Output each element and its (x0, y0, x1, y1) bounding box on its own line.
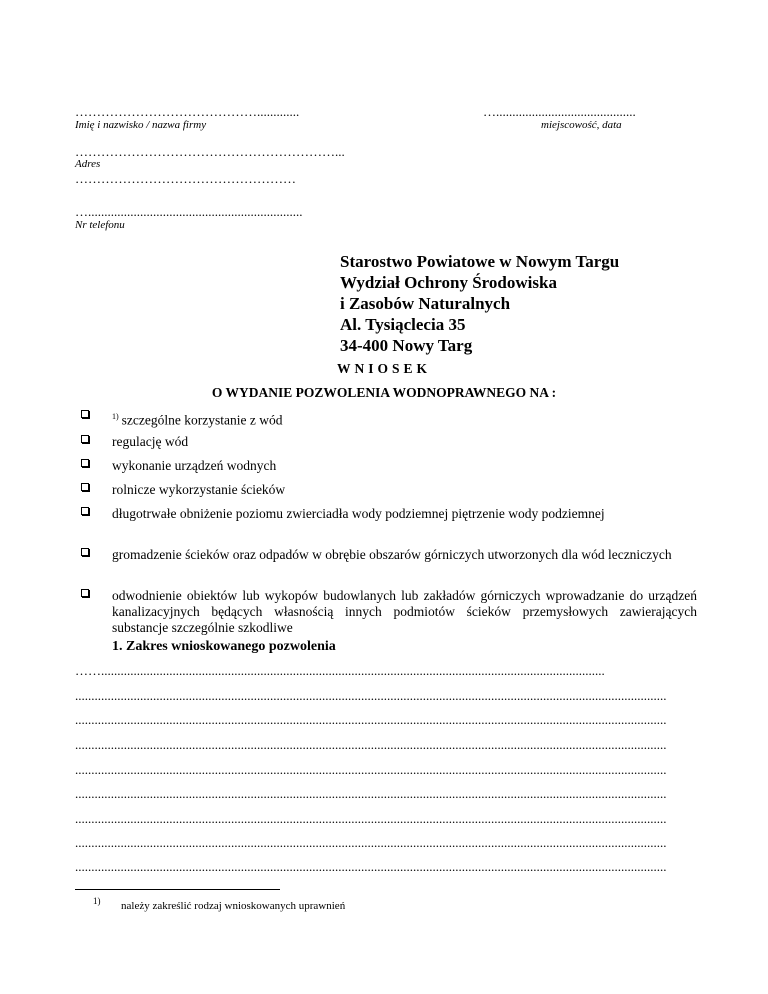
footnote-text: należy zakreślić rodzaj wnioskowanych uprawnień (121, 900, 346, 912)
office-line-5: 34-400 Nowy Targ (340, 336, 473, 355)
option-item[interactable] (112, 547, 697, 563)
addressee-block (340, 251, 619, 356)
option-label: długotrwałe obniżenie poziomu zwierciadła wody podziemnej piętrzenie wody podziemnej (112, 506, 605, 521)
footnote-ref: 1) (112, 412, 119, 421)
document-title: WNIOSEK (336, 361, 432, 376)
scope-line[interactable]: ...................................................................................................................................................................................... (75, 689, 667, 703)
office-line-1: Starostwo Powiatowe w Nowym Targu (340, 252, 620, 271)
scope-line[interactable]: ……........................................................................................................................................................... (75, 664, 605, 678)
place-date-dotted-line[interactable]: …........................................... (483, 104, 636, 119)
checkbox-icon[interactable] (81, 410, 89, 418)
option-item[interactable] (112, 506, 697, 522)
office-line-4: Al. Tysiąclecia 35 (340, 315, 466, 334)
option-label: odwodnienie obiektów lub wykopów budowlanych lub zakładów górniczych wprowadzanie do urządzeń kanalizacyjnych będących własnością innych podmiotów ścieków przemysłowych zawierających substancje szczególnie szkodliwe (112, 588, 697, 635)
address-dotted-line-1[interactable]: ……………………………………………………... (75, 144, 345, 159)
place-date-label: miejscowość, data (541, 119, 622, 131)
address-dotted-line-2[interactable]: …………………………………………… (75, 171, 296, 186)
footnote-divider (75, 889, 280, 890)
scope-line[interactable]: ...................................................................................................................................................................................... (75, 787, 667, 801)
option-label: wykonanie urządzeń wodnych (112, 458, 277, 473)
address-label: Adres (75, 158, 101, 170)
scope-line[interactable]: ...................................................................................................................................................................................... (75, 713, 667, 727)
document-subtitle: O WYDANIE POZWOLENIA WODNOPRAWNEGO NA : (211, 385, 557, 400)
option-item[interactable] (112, 588, 697, 636)
name-label: Imię i nazwisko / nazwa firmy (75, 119, 207, 131)
footnote-marker: 1) (93, 896, 101, 906)
scope-line[interactable]: ...................................................................................................................................................................................... (75, 763, 667, 777)
checkbox-icon[interactable] (81, 483, 89, 491)
option-item[interactable] (112, 434, 697, 450)
checkbox-icon[interactable] (81, 435, 89, 443)
scope-line[interactable]: ...................................................................................................................................................................................... (75, 738, 667, 752)
name-dotted-line[interactable]: ……………………………………............. (75, 104, 300, 119)
option-label: rolnicze wykorzystanie ścieków (112, 482, 286, 497)
scope-line[interactable]: ...................................................................................................................................................................................... (75, 812, 667, 826)
phone-label: Nr telefonu (75, 219, 125, 231)
option-item[interactable] (112, 409, 697, 429)
scope-line[interactable]: ...................................................................................................................................................................................... (75, 836, 667, 850)
phone-dotted-line[interactable]: ….................................................................. (75, 204, 303, 219)
option-label: regulację wód (112, 434, 189, 449)
option-item[interactable] (112, 458, 697, 474)
option-label: szczególne korzystanie z wód (121, 412, 283, 428)
section-heading: 1. Zakres wnioskowanego pozwolenia (112, 639, 336, 654)
office-line-2: Wydział Ochrony Środowiska (340, 273, 557, 292)
checkbox-icon[interactable] (81, 507, 89, 515)
checkbox-icon[interactable] (81, 548, 89, 556)
scope-line[interactable]: ...................................................................................................................................................................................... (75, 860, 667, 874)
office-line-3: i Zasobów Naturalnych (340, 294, 511, 313)
option-item[interactable] (112, 482, 697, 498)
option-label: gromadzenie ścieków oraz odpadów w obrębie obszarów górniczych utworzonych dla wód leczniczych (112, 547, 672, 562)
checkbox-icon[interactable] (81, 459, 89, 467)
checkbox-icon[interactable] (81, 589, 89, 597)
